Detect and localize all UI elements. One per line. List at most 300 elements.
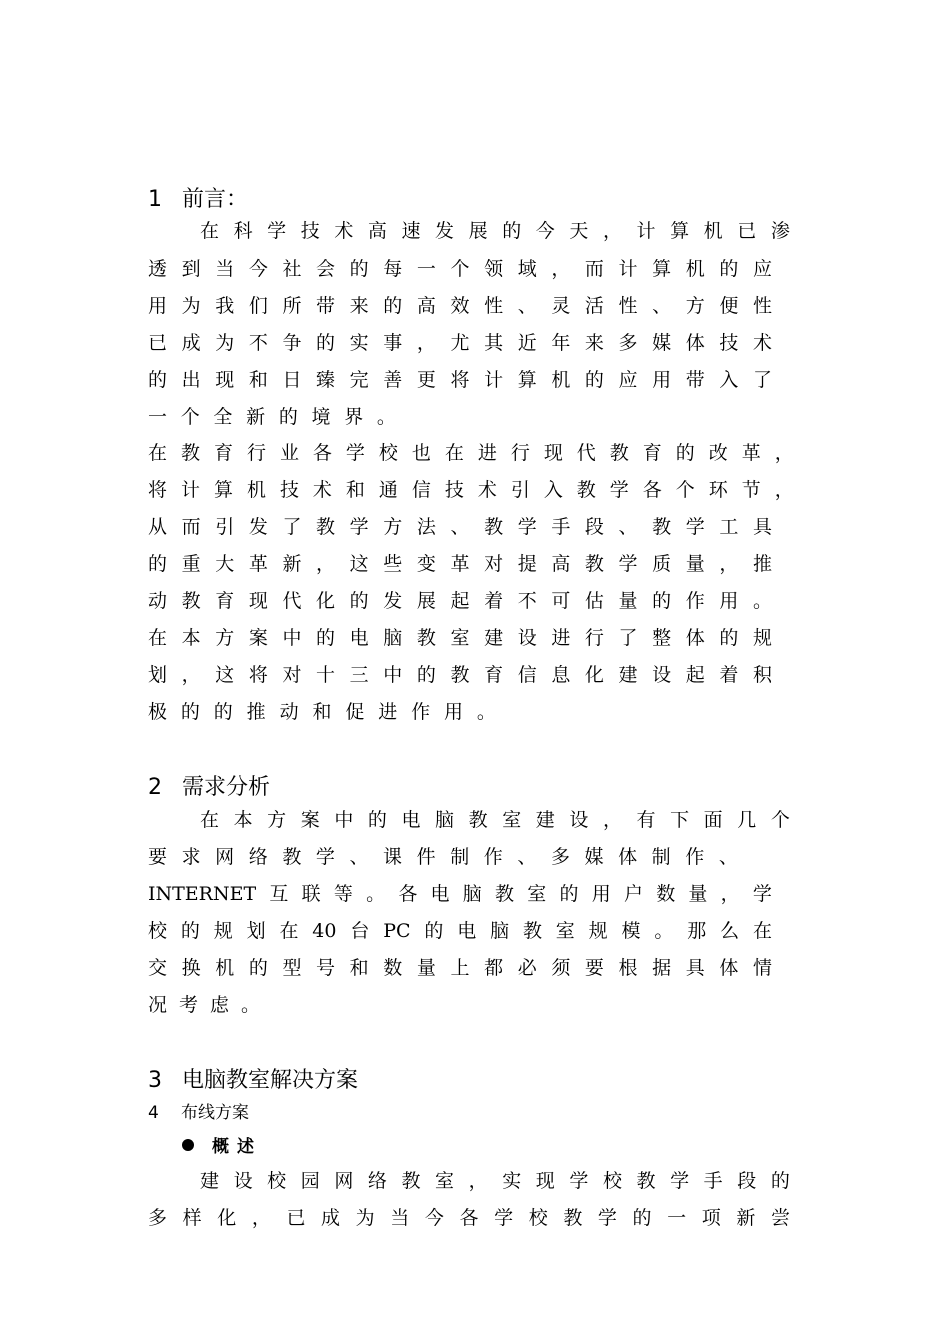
glyph: 新 (246, 406, 266, 428)
glyph: 育 (642, 442, 662, 464)
glyph: 发 (435, 220, 455, 242)
glyph: 都 (484, 957, 504, 979)
glyph: 要 (584, 957, 604, 979)
glyph: 脑 (435, 809, 455, 831)
glyph: 络 (248, 846, 268, 868)
glyph: 速 (401, 220, 421, 242)
glyph: ， (316, 553, 336, 575)
glyph: 渗 (770, 220, 790, 242)
glyph: 案 (248, 627, 268, 649)
glyph: 为 (355, 1207, 375, 1229)
glyph: 学 (517, 516, 537, 538)
glyph: 的 (349, 258, 369, 280)
glyph: 性 (484, 295, 504, 317)
glyph: ， (551, 258, 571, 280)
glyph: 技 (719, 332, 739, 354)
glyph: 育 (215, 590, 235, 612)
glyph: 入 (543, 479, 563, 501)
glyph: 的 (316, 627, 336, 649)
glyph: 台 (350, 920, 370, 942)
glyph: 推 (752, 553, 772, 575)
glyph: 用 (148, 295, 168, 317)
glyph: ， (602, 809, 622, 831)
glyph: 有 (636, 809, 656, 831)
glyph: 等 (333, 883, 353, 905)
glyph: 术 (334, 220, 354, 242)
glyph: 量 (618, 590, 638, 612)
glyph: 个 (180, 406, 200, 428)
glyph: 透 (148, 258, 168, 280)
glyph: 的 (632, 1207, 652, 1229)
glyph: 、 (652, 295, 672, 317)
glyph: 教 (584, 553, 604, 575)
glyph: 事 (383, 332, 403, 354)
glyph: 应 (618, 369, 638, 391)
glyph: 领 (484, 258, 504, 280)
paragraph-line (148, 1206, 790, 1230)
glyph: 。 (376, 406, 396, 428)
glyph: 和 (312, 701, 332, 723)
glyph: 的 (248, 957, 268, 979)
glyph: 的 (719, 258, 739, 280)
glyph: 发 (383, 590, 403, 612)
paragraph-line (200, 808, 790, 832)
glyph: 校 (602, 1170, 622, 1192)
glyph: 的 (383, 295, 403, 317)
glyph: 会 (316, 258, 336, 280)
glyph: 来 (584, 332, 604, 354)
glyph: 脑 (462, 883, 482, 905)
glyph: 来 (349, 295, 369, 317)
glyph: 设 (569, 809, 589, 831)
glyph: 教 (180, 442, 200, 464)
glyph: 将 (148, 479, 168, 501)
glyph: 面 (703, 809, 723, 831)
glyph: 一 (416, 258, 436, 280)
glyph: 和 (349, 957, 369, 979)
glyph: 在 (200, 809, 220, 831)
paragraph-line (148, 626, 772, 650)
glyph: 学 (597, 1207, 617, 1229)
glyph: 量 (416, 957, 436, 979)
glyph: 室 (435, 1170, 455, 1192)
glyph: 现 (248, 590, 268, 612)
glyph: 教 (522, 920, 542, 942)
glyph: 求 (181, 846, 201, 868)
glyph: 在 (148, 442, 168, 464)
glyph: 媒 (584, 846, 604, 868)
glyph: 将 (248, 664, 268, 686)
glyph: 大 (215, 553, 235, 575)
glyph: 变 (416, 553, 436, 575)
glyph: 校 (267, 1170, 287, 1192)
glyph: 案 (300, 809, 320, 831)
glyph: 代 (576, 442, 596, 464)
glyph: 机 (215, 957, 235, 979)
glyph: 高 (416, 295, 436, 317)
glyph: 尤 (450, 332, 470, 354)
glyph: 进 (477, 442, 497, 464)
glyph: 对 (282, 664, 302, 686)
glyph: 应 (752, 258, 772, 280)
glyph: 学 (315, 846, 335, 868)
glyph: 么 (720, 920, 740, 942)
glyph: 体 (719, 957, 739, 979)
glyph: INTERNET (148, 883, 257, 905)
glyph: 设 (652, 664, 672, 686)
glyph: 多 (550, 846, 570, 868)
glyph: 术 (477, 479, 497, 501)
subsection-number: 4 (148, 1103, 159, 1123)
glyph: 上 (450, 957, 470, 979)
paragraph-line (148, 663, 772, 687)
glyph: 下 (670, 809, 690, 831)
glyph: 个 (770, 809, 790, 831)
glyph: 规 (752, 627, 772, 649)
subsection-title: 布线方案 (181, 1103, 249, 1123)
glyph: 课 (383, 846, 403, 868)
glyph: 的 (675, 442, 695, 464)
glyph: 的 (316, 332, 336, 354)
glyph: 的 (180, 920, 200, 942)
paragraph-line (148, 700, 496, 724)
glyph: 脑 (383, 627, 403, 649)
glyph: ， (720, 883, 740, 905)
glyph: 法 (416, 516, 436, 538)
glyph: 学 (685, 516, 705, 538)
glyph: 各 (398, 883, 418, 905)
glyph: ， (416, 332, 436, 354)
glyph: ， (774, 442, 794, 464)
glyph: 全 (213, 406, 233, 428)
glyph: 型 (282, 957, 302, 979)
glyph: 极 (148, 701, 168, 723)
glyph: 改 (708, 442, 728, 464)
glyph: 境 (311, 406, 331, 428)
glyph: 的 (416, 664, 436, 686)
glyph: 入 (719, 369, 739, 391)
glyph: 技 (300, 220, 320, 242)
glyph: 用 (444, 701, 464, 723)
glyph: 和 (345, 479, 365, 501)
glyph: 不 (248, 332, 268, 354)
bullet-dot-icon (182, 1139, 194, 1151)
glyph: 划 (246, 920, 266, 942)
glyph: 社 (282, 258, 302, 280)
glyph: 本 (181, 627, 201, 649)
glyph: 着 (719, 664, 739, 686)
glyph: 的 (180, 701, 200, 723)
glyph: 推 (246, 701, 266, 723)
glyph: 性 (618, 295, 638, 317)
glyph: 术 (312, 479, 332, 501)
glyph: 作 (411, 701, 431, 723)
glyph: 促 (345, 701, 365, 723)
glyph: 进 (551, 627, 571, 649)
glyph: 引 (215, 516, 235, 538)
glyph: 近 (517, 332, 537, 354)
glyph: 必 (517, 957, 537, 979)
glyph: 高 (551, 553, 571, 575)
glyph: 现 (535, 1170, 555, 1192)
glyph: 作 (685, 590, 705, 612)
glyph: 们 (248, 295, 268, 317)
glyph: 一 (148, 406, 168, 428)
glyph: 教 (181, 590, 201, 612)
glyph: 技 (444, 479, 464, 501)
glyph: 建 (200, 1170, 220, 1192)
section-3-heading (148, 1063, 358, 1094)
glyph: 环 (708, 479, 728, 501)
glyph: 方 (215, 627, 235, 649)
section-title: 需求分析 (182, 775, 271, 800)
glyph: 育 (213, 442, 233, 464)
glyph: 。 (366, 883, 386, 905)
glyph: 了 (618, 627, 638, 649)
glyph: 动 (148, 590, 168, 612)
glyph: 所 (282, 295, 302, 317)
glyph: 信 (517, 664, 537, 686)
glyph: 方 (685, 295, 705, 317)
glyph: 的 (278, 406, 298, 428)
glyph: 成 (321, 1207, 341, 1229)
glyph: 号 (316, 957, 336, 979)
glyph: 高 (367, 220, 387, 242)
glyph: 这 (215, 664, 235, 686)
glyph: 革 (450, 553, 470, 575)
glyph: 段 (584, 516, 604, 538)
glyph: 样 (182, 1207, 202, 1229)
glyph: 代 (282, 590, 302, 612)
glyph: 教 (468, 809, 488, 831)
glyph: 数 (656, 883, 676, 905)
glyph: 今 (424, 1207, 444, 1229)
glyph: 教 (576, 479, 596, 501)
glyph: 科 (233, 220, 253, 242)
glyph: 行 (584, 627, 604, 649)
glyph: 计 (636, 220, 656, 242)
glyph: 了 (752, 369, 772, 391)
glyph: 教 (495, 883, 515, 905)
glyph: 制 (651, 846, 671, 868)
section-number: 3 (148, 1068, 162, 1093)
glyph: 这 (349, 553, 369, 575)
section-number: 1 (148, 187, 162, 212)
glyph: ， (181, 664, 201, 686)
glyph: 划 (148, 664, 168, 686)
glyph: 体 (618, 846, 638, 868)
glyph: 行 (246, 442, 266, 464)
glyph: 三 (349, 664, 369, 686)
glyph: 电 (401, 809, 421, 831)
glyph: PC (383, 920, 411, 942)
section-1-heading (148, 182, 248, 213)
glyph: 据 (652, 957, 672, 979)
paragraph-line (148, 331, 772, 355)
glyph: 化 (584, 664, 604, 686)
glyph: 中 (334, 809, 354, 831)
glyph: 、 (517, 846, 537, 868)
glyph: 具 (685, 957, 705, 979)
glyph: 室 (450, 627, 470, 649)
glyph: 质 (652, 553, 672, 575)
glyph: 、 (618, 516, 638, 538)
glyph: 引 (510, 479, 530, 501)
glyph: ， (719, 553, 739, 575)
glyph: 各 (459, 1207, 479, 1229)
glyph: 的 (584, 369, 604, 391)
glyph: 个 (675, 479, 695, 501)
glyph: 络 (367, 1170, 387, 1192)
glyph: 教 (484, 516, 504, 538)
glyph: 当 (390, 1207, 410, 1229)
glyph: 教 (401, 1170, 421, 1192)
glyph: 完 (349, 369, 369, 391)
glyph: 不 (517, 590, 537, 612)
glyph: 信 (411, 479, 431, 501)
glyph: 、 (718, 846, 738, 868)
glyph: 新 (282, 553, 302, 575)
glyph: 术 (752, 332, 772, 354)
glyph: 。 (654, 920, 674, 942)
glyph: 体 (685, 332, 705, 354)
glyph: 算 (517, 369, 537, 391)
glyph: 尝 (770, 1207, 790, 1229)
glyph: 交 (148, 957, 168, 979)
glyph: 学 (345, 442, 365, 464)
glyph: 中 (282, 627, 302, 649)
glyph: 虑 (209, 994, 229, 1016)
paragraph-line (148, 368, 772, 392)
glyph: 天 (569, 220, 589, 242)
glyph: 设 (517, 627, 537, 649)
glyph: 日 (282, 369, 302, 391)
glyph: 的 (349, 590, 369, 612)
glyph: 界 (344, 406, 364, 428)
glyph: 须 (551, 957, 571, 979)
glyph: 新 (736, 1207, 756, 1229)
paragraph-line (148, 882, 772, 906)
glyph: 在 (200, 220, 220, 242)
glyph: 技 (279, 479, 299, 501)
glyph: 臻 (316, 369, 336, 391)
glyph: 的 (424, 920, 444, 942)
glyph: 今 (535, 220, 555, 242)
glyph: 手 (703, 1170, 723, 1192)
paragraph-line (148, 405, 396, 429)
glyph: 学 (349, 516, 369, 538)
glyph: 学 (267, 220, 287, 242)
glyph: 、 (517, 295, 537, 317)
glyph: 各 (642, 479, 662, 501)
section-title: 电脑教室解决方案 (182, 1068, 359, 1093)
glyph: 性 (752, 295, 772, 317)
glyph: 换 (181, 957, 201, 979)
glyph: 量 (688, 883, 708, 905)
glyph: 实 (502, 1170, 522, 1192)
glyph: 灵 (551, 295, 571, 317)
glyph: 计 (484, 369, 504, 391)
section-title: 前言： (182, 187, 249, 212)
glyph: 电 (349, 627, 369, 649)
glyph: 我 (215, 295, 235, 317)
glyph: 重 (181, 553, 201, 575)
glyph: 在 (148, 627, 168, 649)
glyph: 的 (148, 369, 168, 391)
glyph: 校 (148, 920, 168, 942)
glyph: 对 (484, 553, 504, 575)
glyph: 手 (551, 516, 571, 538)
paragraph-line (148, 993, 260, 1017)
glyph: 脑 (490, 920, 510, 942)
glyph: 出 (181, 369, 201, 391)
glyph: 中 (383, 664, 403, 686)
glyph: 几 (737, 809, 757, 831)
glyph: 教 (450, 664, 470, 686)
paragraph-line (148, 257, 772, 281)
glyph: 育 (484, 664, 504, 686)
paragraph-line (148, 294, 772, 318)
glyph: 化 (316, 590, 336, 612)
glyph: 业 (279, 442, 299, 464)
glyph: 教 (563, 1207, 583, 1229)
glyph: 那 (687, 920, 707, 942)
glyph: 学 (670, 1170, 690, 1192)
glyph: 多 (618, 332, 638, 354)
glyph: 的 (652, 590, 672, 612)
glyph: 。 (752, 590, 772, 612)
glyph: 计 (180, 479, 200, 501)
glyph: 室 (502, 809, 522, 831)
glyph: 根 (618, 957, 638, 979)
glyph: 积 (752, 664, 772, 686)
glyph: 今 (248, 258, 268, 280)
glyph: 其 (484, 332, 504, 354)
glyph: 的 (148, 553, 168, 575)
glyph: 的 (770, 1170, 790, 1192)
glyph: 教 (609, 442, 629, 464)
glyph: 方 (383, 516, 403, 538)
glyph: 活 (584, 295, 604, 317)
glyph: 现 (543, 442, 563, 464)
glyph: 教 (652, 516, 672, 538)
paragraph-line (200, 1169, 790, 1193)
glyph: 现 (215, 369, 235, 391)
glyph: 况 (148, 994, 168, 1016)
glyph: 计 (618, 258, 638, 280)
glyph: 已 (286, 1207, 306, 1229)
glyph: 各 (312, 442, 332, 464)
glyph: 革 (741, 442, 761, 464)
glyph: 园 (300, 1170, 320, 1192)
glyph: 联 (301, 883, 321, 905)
glyph: 段 (737, 1170, 757, 1192)
glyph: 争 (282, 332, 302, 354)
glyph: 整 (652, 627, 672, 649)
glyph: 可 (551, 590, 571, 612)
glyph: 学 (494, 1207, 514, 1229)
glyph: 的 (719, 627, 739, 649)
glyph: 教 (316, 516, 336, 538)
glyph: 革 (248, 553, 268, 575)
glyph: 机 (246, 479, 266, 501)
subsection-heading (148, 1098, 249, 1123)
glyph: 作 (483, 846, 503, 868)
glyph: 展 (468, 220, 488, 242)
glyph: 校 (378, 442, 398, 464)
glyph: 已 (148, 332, 168, 354)
glyph: 网 (215, 846, 235, 868)
